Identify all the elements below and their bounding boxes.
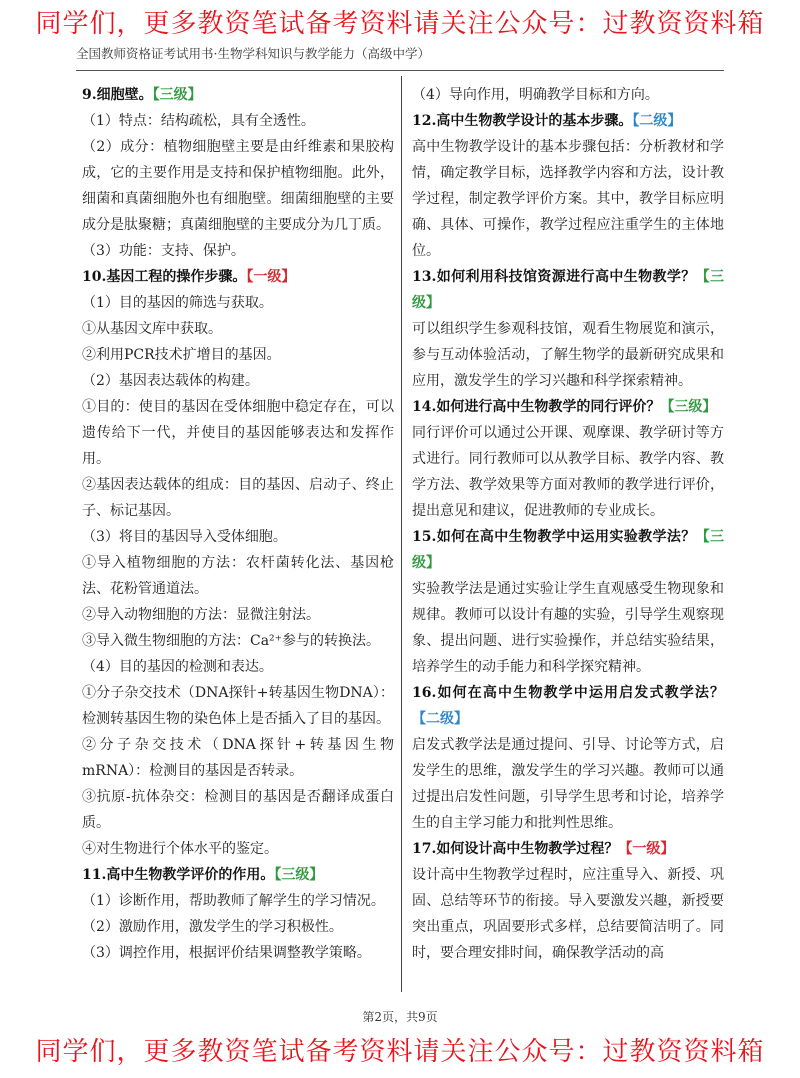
body-paragraph: ③导入微生物细胞的方法：Ca²⁺参与的转换法。 <box>82 633 381 649</box>
body-paragraph: （1）特点：结构疏松，具有全透性。 <box>82 113 315 129</box>
level-tag: 【二级】 <box>412 711 468 727</box>
body-paragraph: （4）目的基因的检测和表达。 <box>82 659 273 675</box>
header-rule <box>76 70 724 71</box>
book-subtitle: 全国教师资格证考试用书·生物学科知识与教学能力（高级中学） <box>76 46 430 61</box>
heading-text: 12.高中生物教学设计的基本步骤。 <box>412 113 633 129</box>
body-paragraph: ①导入植物细胞的方法：农杆菌转化法、基因枪法、花粉管通道法。 <box>82 555 394 597</box>
body-paragraph: 设计高中生物教学过程时，应注重导入、新授、巩固、总结等环节的衔接。导入要激发兴趣，新授要突出重点，巩固要形式多样，总结要简洁明了。同时，要合理安排时间，确保教学活动的高 <box>412 867 724 961</box>
body-paragraph: ①从基因文库中获取。 <box>82 321 222 337</box>
promo-banner-bottom: 同学们，更多教资笔试备考资料请关注公众号：过教资资料箱 <box>35 1037 765 1067</box>
body-paragraph: 实验教学法是通过实验让学生直观感受生物现象和规律。教师可以设计有趣的实验，引导学生观察现象、提出问题、进行实验操作，并总结实验结果，培养学生的动手能力和科学探究精神。 <box>412 581 724 675</box>
body-paragraph: ④对生物进行个体水平的鉴定。 <box>82 841 278 857</box>
promo-banner-top: 同学们，更多教资笔试备考资料请关注公众号：过教资资料箱 <box>35 9 765 39</box>
body-paragraph: ②导入动物细胞的方法：显微注射法。 <box>82 607 320 623</box>
body-paragraph: （1）目的基因的筛选与获取。 <box>82 295 273 311</box>
body-paragraph: （2）激励作用，激发学生的学习积极性。 <box>82 919 343 935</box>
level-tag: 【三级】 <box>412 269 725 311</box>
body-paragraph: 同行评价可以通过公开课、观摩课、教学研讨等方式进行。同行教师可以从教学目标、教学内容、教学方法、教学效果等方面对教师的教学进行评价，提出意见和建议，促进教师的专业成长。 <box>412 425 724 519</box>
body-paragraph: 启发式教学法是通过提问、引导、讨论等方式，启发学生的思维，激发学生的学习兴趣。教师可以通过提出启发性问题，引导学生思考和讨论，培养学生的自主学习能力和批判性思维。 <box>412 737 724 831</box>
body-paragraph: （2）基因表达载体的构建。 <box>82 373 259 389</box>
body-paragraph: （1）诊断作用，帮助教师了解学生的学习情况。 <box>82 893 385 909</box>
section-heading <box>82 82 394 108</box>
section-heading <box>82 862 394 888</box>
body-paragraph: （2）成分：植物细胞壁主要是由纤维素和果胶构成，它的主要作用是支持和保护植物细胞。此外，细菌和真菌细胞外也有细胞壁。细菌细胞壁的主要成分是肽聚糖；真菌细胞壁的主要成分为几丁质。 <box>82 139 394 233</box>
heading-text: 14.如何进行高中生物教学的同行评价？ <box>412 399 661 415</box>
body-paragraph: （3）调控作用，根据评价结果调整教学策略。 <box>82 945 371 961</box>
body-paragraph: ③抗原-抗体杂交：检测目的基因是否翻译成蛋白质。 <box>82 789 394 831</box>
level-tag: 【三级】 <box>412 529 725 571</box>
level-tag: 【三级】 <box>152 87 202 103</box>
body-paragraph: ②利用PCR技术扩增目的基因。 <box>82 347 281 363</box>
left-column <box>82 82 394 966</box>
body-paragraph: ②基因表达载体的组成：目的基因、启动子、终止子、标记基因。 <box>82 477 394 519</box>
level-tag: 【三级】 <box>274 867 324 883</box>
body-paragraph: （3）功能：支持、保护。 <box>82 243 245 259</box>
heading-text: 16.如何在高中生物教学中运用启发式教学法？ <box>412 685 724 701</box>
section-heading <box>412 680 724 732</box>
body-paragraph: ①分子杂交技术（DNA探针+转基因生物DNA）：检测转基因生物的染色体上是否插入了目的基因。 <box>82 685 394 727</box>
section-heading <box>82 264 394 290</box>
section-heading <box>412 836 724 862</box>
page-number: 第2页，共9页 <box>362 1010 438 1024</box>
heading-text: 13.如何利用科技馆资源进行高中生物教学？ <box>412 269 696 285</box>
body-paragraph: ①目的：使目的基因在受体细胞中稳定存在，可以遗传给下一代，并使目的基因能够表达和发挥作用。 <box>82 399 394 467</box>
section-heading <box>412 524 724 576</box>
body-paragraph: 可以组织学生参观科技馆，观看生物展览和演示，参与互动体验活动，了解生物学的最新研究成果和应用，激发学生的学习兴趣和科学探索精神。 <box>412 321 724 389</box>
heading-text: 17.如何设计高中生物教学过程？ <box>412 841 619 857</box>
heading-text: 9.细胞壁。 <box>82 87 153 103</box>
level-tag: 【二级】 <box>632 113 682 129</box>
heading-text: 11.高中生物教学评价的作用。 <box>82 867 275 883</box>
body-paragraph: 高中生物教学设计的基本步骤包括：分析教材和学情，确定教学目标，选择教学内容和方法，设计教学过程，制定教学评价方案。其中，教学目标应明确、具体、可操作，教学过程应注重学生的主体地位。 <box>412 139 724 259</box>
level-tag: 【三级】 <box>660 399 717 415</box>
section-heading <box>412 264 724 316</box>
body-paragraph: ②分子杂交技术（DNA探针+转基因生物mRNA）：检测目的基因是否转录。 <box>82 737 394 779</box>
heading-text: 10.基因工程的操作步骤。 <box>82 269 247 285</box>
section-heading <box>412 108 724 134</box>
column-divider <box>401 76 402 992</box>
body-paragraph: （4）导向作用，明确教学目标和方向。 <box>412 87 659 103</box>
heading-text: 15.如何在高中生物教学中运用实验教学法？ <box>412 529 696 545</box>
level-tag: 【一级】 <box>246 269 296 285</box>
right-column <box>412 82 724 966</box>
body-paragraph: （3）将目的基因导入受体细胞。 <box>82 529 287 545</box>
section-heading <box>412 394 724 420</box>
level-tag: 【一级】 <box>618 841 675 857</box>
